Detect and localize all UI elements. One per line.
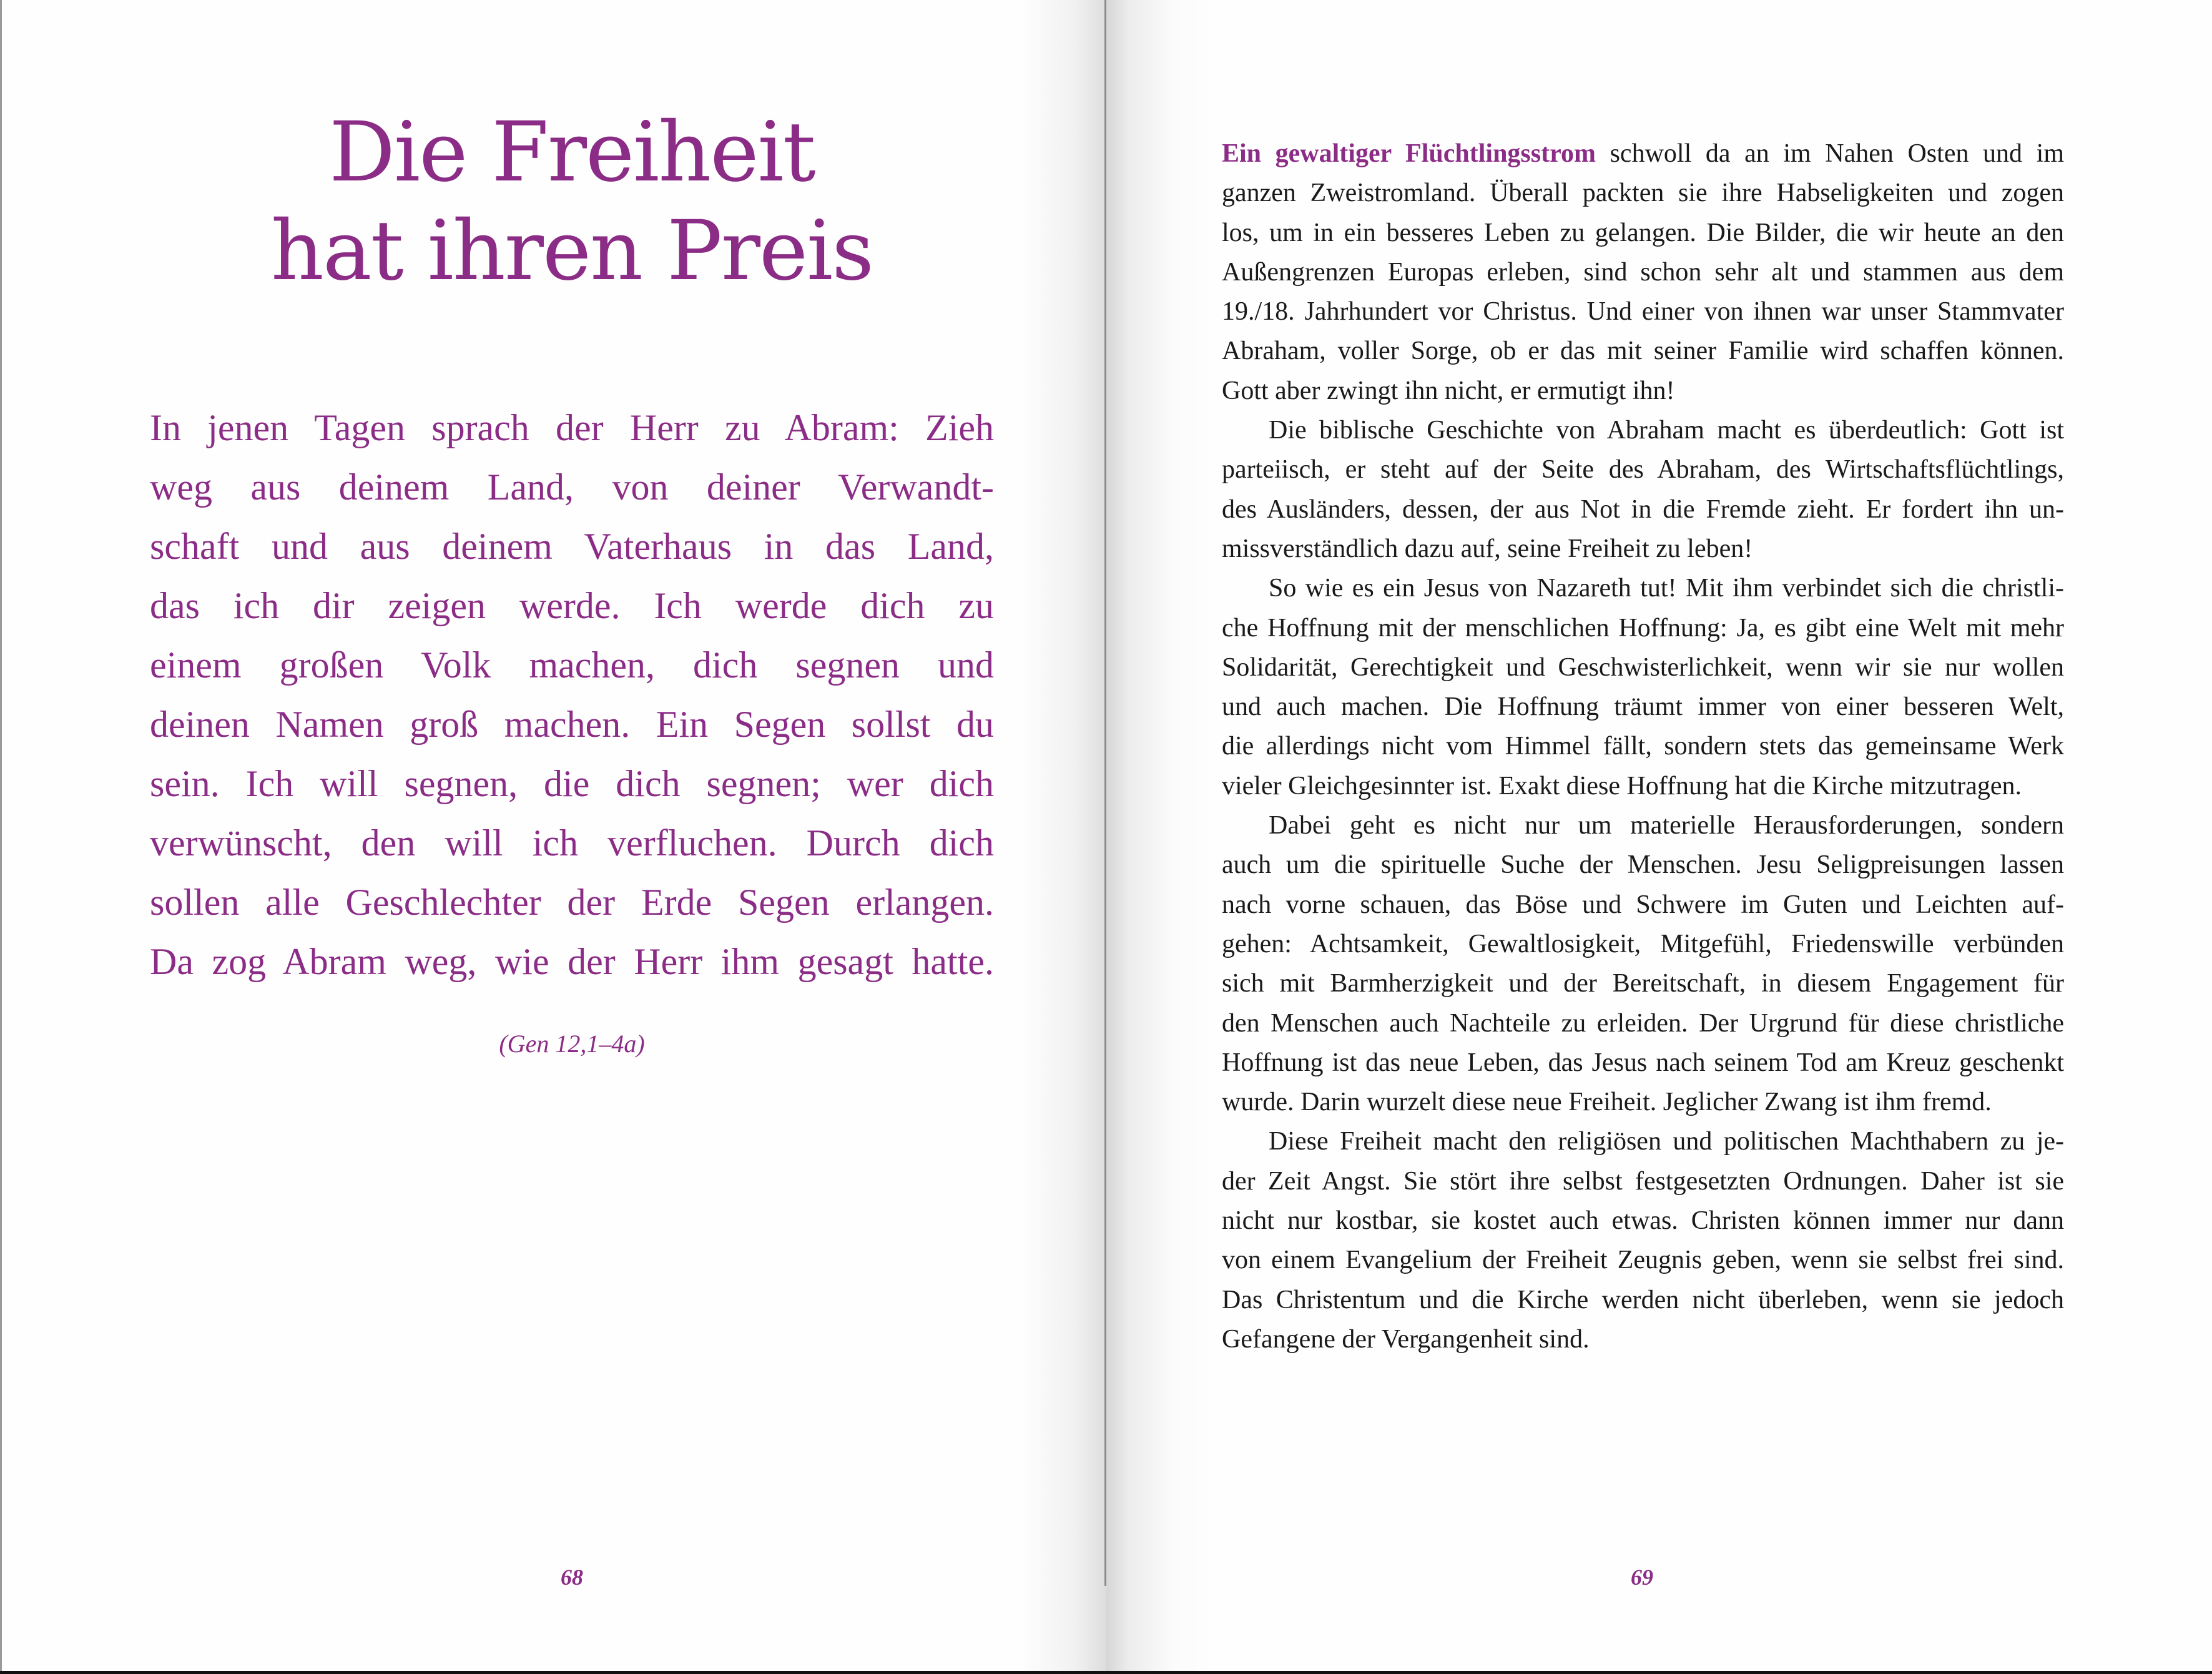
scripture-citation: (Gen 12,1–4a) [499,1030,645,1058]
text-line: Hoffnung ist das neue Leben, das Jesus nach seinem Tod am Kreuz geschenkt [1222,1048,2064,1077]
quote-line: das ich dir zeigen werde. Ich werde dich zu [150,585,994,626]
text-line: des Ausländers, dessen, der aus Not in die Fremde zieht. Er fordert ihn un- [1222,495,2064,524]
paragraph [1222,134,2064,411]
text-line: von einem Evangelium der Freiheit Zeugnis geben, wenn sie selbst frei sind. [1222,1246,2064,1275]
text-line: Das Christentum und die Kirche werden nicht überleben, wenn sie jedoch [1222,1285,2064,1314]
paragraph [1222,569,2064,806]
page-number-left: 68 [561,1565,583,1590]
paragraph [1222,1122,2064,1359]
quote-line: Da zog Abram weg, wie der Herr ihm gesagt hatte. [150,941,994,982]
text-line [1222,134,2064,174]
quote-line: einem großen Volk machen, dich segnen und [150,644,994,686]
title-line: hat ihren Preis [270,203,873,299]
text-line: che Hoffnung mit der menschlichen Hoffnung: Ja, es gibt eine Welt mit mehr [1222,613,2064,643]
text-line: 19./18. Jahrhundert vor Christus. Und einer von ihnen war unser Stammvater [1222,297,2064,327]
text-line: Diese Freiheit macht den religiösen und politischen Machthabern zu je- [1269,1127,2064,1156]
text-line: vieler Gleichgesinnter ist. Exakt diese Hoffnung hat die Kirche mitzutragen. [1222,771,2022,800]
text-line: Die biblische Geschichte von Abraham macht es überdeutlich: Gott ist [1269,416,2064,445]
book-gutter [1104,0,1106,1586]
text-line: Dabei geht es nicht nur um materielle Herausforderungen, sondern [1269,811,2064,840]
text-line: Abraham, voller Sorge, ob er das mit seiner Familie wird schaffen können. [1222,337,2064,366]
text-line: So wie es ein Jesus von Nazareth tut! Mit ihm verbindet sich die christli- [1269,574,2064,603]
text-line: missverständlich dazu auf, seine Freiheit zu leben! [1222,534,1753,563]
text-line: Außengrenzen Europas erleben, sind schon sehr alt und stammen aus dem [1222,257,2064,287]
text-line: nach vorne schauen, das Böse und Schwere im Guten und Leichten auf- [1222,890,2064,919]
scripture-quote [150,398,994,992]
text-line: nicht nur kostbar, sie kostet auch etwas. Christen können immer nur dann [1222,1206,2064,1236]
quote-line: sein. Ich will segnen, die dich segnen; wer dich [150,763,994,804]
body-text [1222,134,2064,1359]
text-line: Gefangene der Vergangenheit sind. [1222,1324,1590,1354]
chapter-title [150,103,994,300]
quote-line: schaft und aus deinem Vaterhaus in das Land, [150,526,994,567]
quote-line: sollen alle Geschlechter der Erde Segen erlangen. [150,882,994,923]
quote-line: deinen Namen groß machen. Ein Segen sollst du [150,704,994,745]
text-line: auch um die spirituelle Suche der Menschen. Jesu Seligpreisungen lassen [1222,850,2064,880]
paragraph [1222,806,2064,1122]
text-line: und auch machen. Die Hoffnung träumt immer von einer besseren Welt, [1222,692,2064,722]
text-line: die allerdings nicht vom Himmel fällt, sondern stets das gemeinsame Werk [1222,732,2064,761]
quote-line: verwünscht, den will ich verfluchen. Durch dich [150,822,994,864]
quote-line: In jenen Tagen sprach der Herr zu Abram: Zieh [150,407,994,448]
quote-line: weg aus deinem Land, von deiner Verwandt- [150,466,994,508]
title-line: Die Freiheit [329,104,815,200]
text-line: Gott aber zwingt ihn nicht, er ermutigt ihn! [1222,376,1675,405]
text-line: Solidarität, Gerechtigkeit und Geschwisterlichkeit, wenn wir sie nur wollen [1222,652,2064,682]
text-line: wurde. Darin wurzelt diese neue Freiheit. Jeglicher Zwang ist ihm fremd. [1222,1088,1992,1117]
text-line: sich mit Barmherzigkeit und der Bereitschaft, in diesem Engagement für [1222,969,2064,998]
text-line: den Menschen auch Nachteile zu erleiden. Der Urgrund für diese christliche [1222,1008,2064,1038]
text-line: gehen: Achtsamkeit, Gewaltlosigkeit, Mitgefühl, Friedenswille verbünden [1222,929,2064,958]
text-line: der Zeit Angst. Sie stört ihre selbst festgesetzten Ordnungen. Daher ist sie [1222,1166,2064,1196]
bottom-edge [0,1671,2212,1674]
text-line: parteiisch, er steht auf der Seite des Abraham, des Wirtschaftsflüchtlings, [1222,455,2064,485]
text-line: ganzen Zweistromland. Überall packten sie ihre Habseligkeiten und zogen [1222,179,2064,208]
lead-in: Ein gewaltiger Flüchtlingsstrom [1222,139,1596,168]
page-number-right: 69 [1631,1565,1653,1590]
text-line: los, um in ein besseres Leben zu gelangen. Die Bilder, die wir heute an den [1222,218,2064,247]
paragraph [1222,411,2064,569]
line-text: schwoll da an im Nahen Osten und im [1595,139,2064,168]
